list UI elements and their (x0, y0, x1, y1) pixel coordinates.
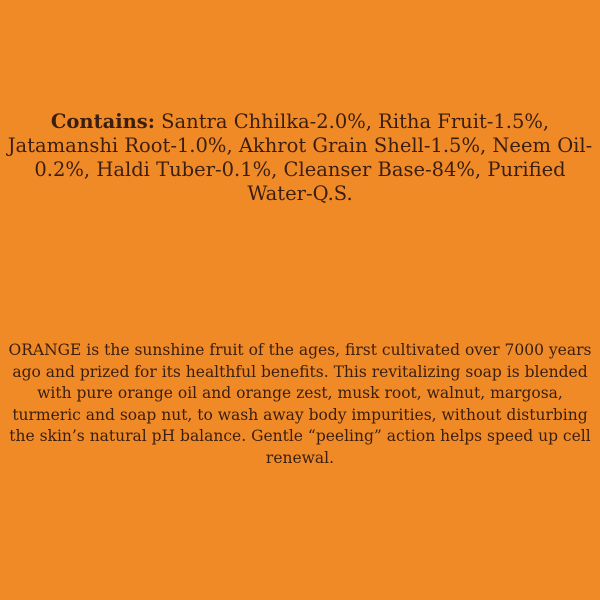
product-description: ORANGE is the sunshine fruit of the ages, first cultivated over 7000 years ago and prized for its healthful benefits. This revitalizing soap is blended with pure orange oil and orange zest, musk root, walnut, margosa, turmeric and soap nut, to wash away body impurities, without disturbing the skin’s natural pH balance. Gentle “peeling” action helps speed up cell renewal. (8, 341, 592, 467)
ingredients-text: Santra Chhilka-2.0%, Ritha Fruit-1.5%, Jatamanshi Root-1.0%, Akhrot Grain Shell-1.5%, Neem Oil-0.2%, Haldi Tuber-0.1%, Cleanser Base-84%, Purified Water-Q.S. (7, 110, 593, 205)
ingredients-block (6, 110, 594, 206)
ingredients-label: Contains: (50, 110, 155, 133)
